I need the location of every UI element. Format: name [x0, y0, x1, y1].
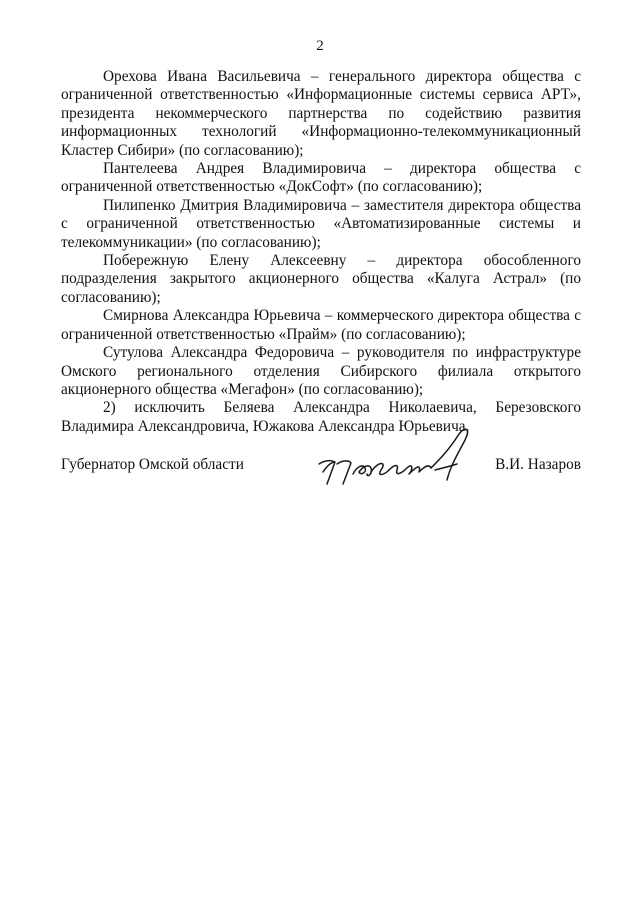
document-body [61, 68, 581, 436]
signatory-title: Губернатор Омской области [61, 456, 244, 473]
signatory-name: В.И. Назаров [495, 456, 581, 473]
paragraph-pilipenko: Пилипенко Дмитрия Владимировича – заместителя директора общества с ограниченной ответственностью «Автоматизированные системы и телекоммуникации» (по согласованию); [61, 196, 581, 251]
handwritten-signature-icon [309, 420, 489, 492]
paragraph-sutulov: Сутулова Александра Федоровича – руководителя по инфраструктуре Омского регионального отделения Сибирского филиала открытого акционерного общества «Мегафон» (по согласованию); [61, 344, 581, 398]
paragraph-panteleev: Пантелеева Андрея Владимировича – директора общества с ограниченной ответственностью «ДокСофт» (по согласованию); [61, 160, 581, 196]
paragraph-exclude: 2) исключить Беляева Александра Николаевича, Березовского Владимира Александровича, Южакова Александра Юрьевича. [61, 399, 581, 435]
paragraph-smirnov: Смирнова Александра Юрьевича – коммерческого директора общества с ограниченной ответственностью «Прайм» (по согласованию); [61, 307, 581, 343]
signature-block [61, 452, 581, 492]
page-number: 2 [316, 38, 324, 54]
paragraph-orekhov: Орехова Ивана Васильевича – генерального директора общества с ограниченной ответственностью «Информационные системы сервиса АРТ», президента некоммерческого партнерства по содействию развития информационных технологий «Информационно-телекоммуникационный Кластер Сибири» (по согласованию); [61, 68, 581, 159]
paragraph-poberezhnaya: Побережную Елену Алексеевну – директора обособленного подразделения закрытого акционерного общества «Калуга Астрал» (по согласованию); [61, 252, 581, 306]
